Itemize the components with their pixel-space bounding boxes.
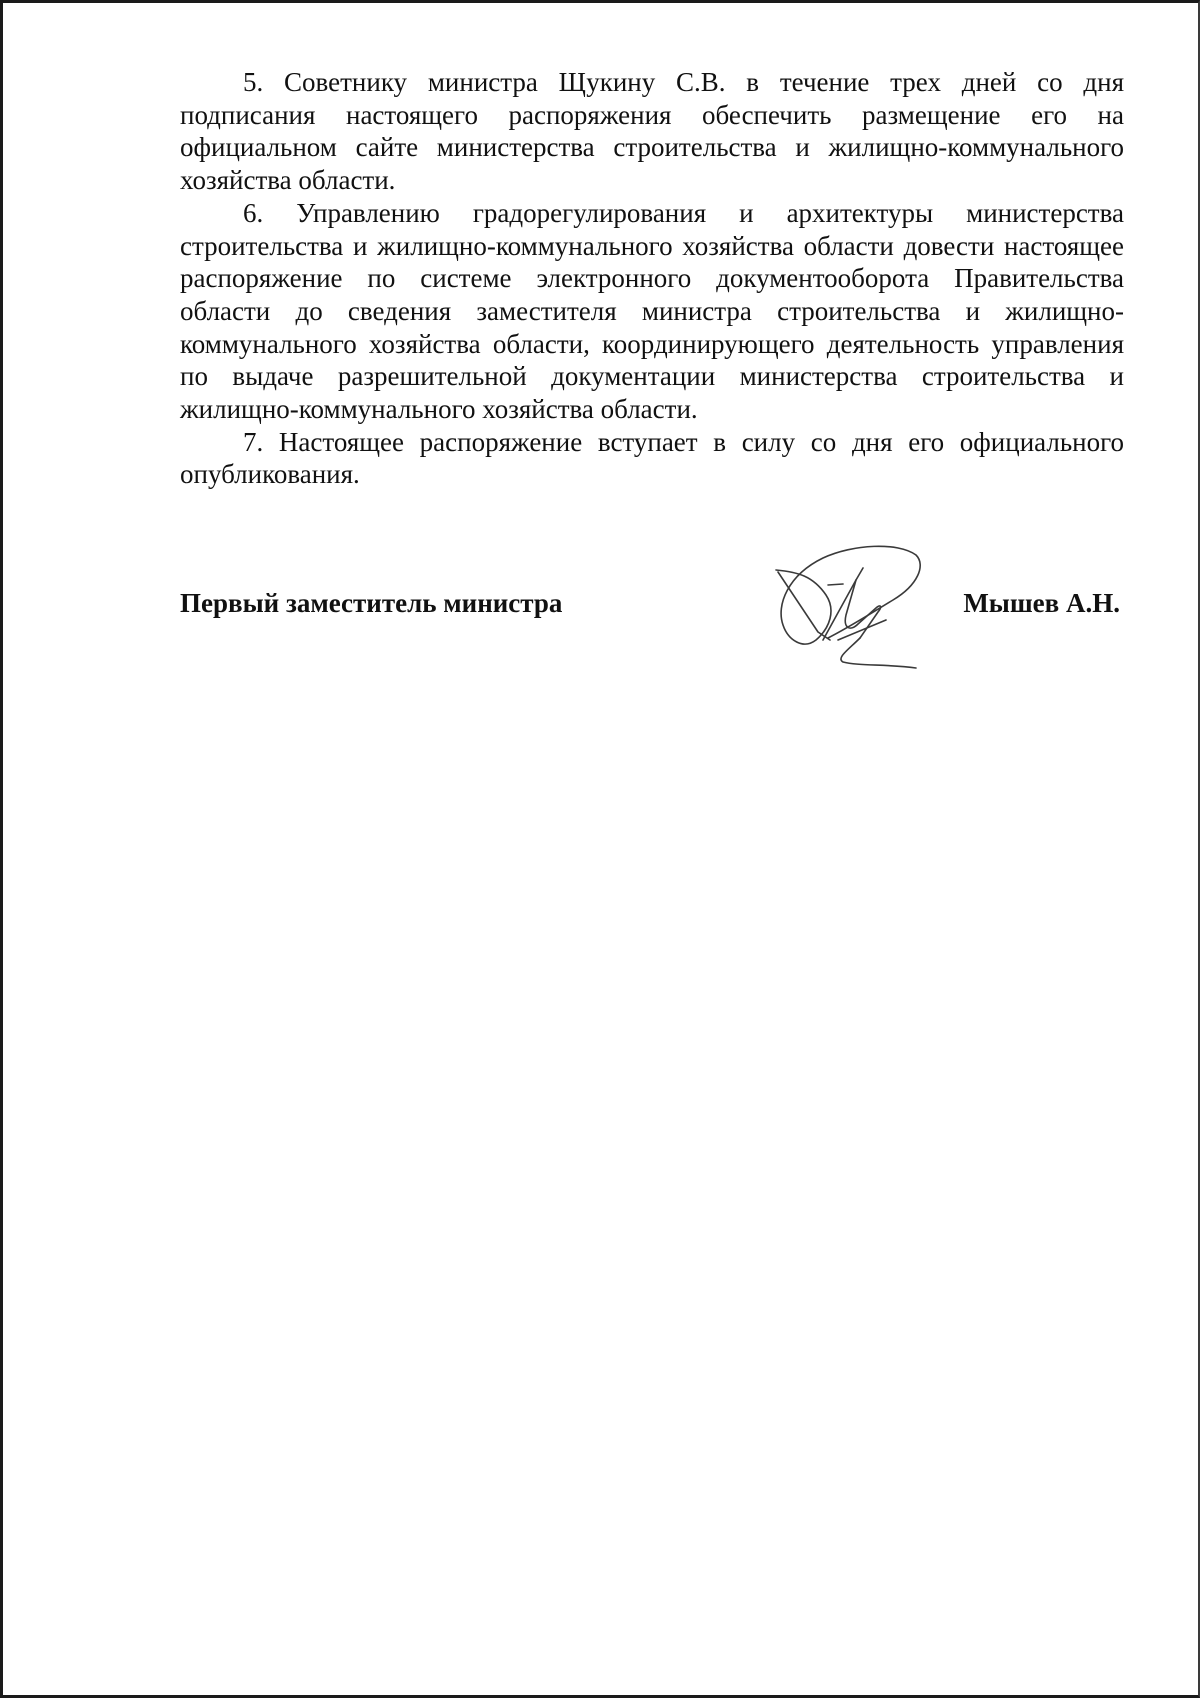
- handwritten-signature: [768, 540, 928, 675]
- paragraph-5: 5. Советнику министра Щукину С.В. в течение трех дней со дня подписания настоящего распоряжения обеспечить размещение его на официальном сайте министерства строительства и жилищно-коммунального хозяйства области.: [180, 67, 1124, 196]
- paragraph-7: 7. Настоящее распоряжение вступает в силу со дня его официального опубликования.: [180, 426, 1124, 490]
- signer-title: Первый заместитель министра: [180, 588, 563, 618]
- signer-name: Мышев А.Н.: [963, 588, 1120, 618]
- paragraph-6: 6. Управлению градорегулирования и архитектуры министерства строительства и жилищно-коммунального хозяйства области довести настоящее распоряжение по системе электронного документооборота Правительства области до сведения заместителя министра строительства и жилищно-коммунального хозяйства области, координирующего деятельность управления по выдаче разрешительной документации министерства строительства и жилищно-коммунального хозяйства области.: [180, 197, 1124, 425]
- document-body: [180, 66, 1124, 491]
- signature-block: [180, 588, 1120, 628]
